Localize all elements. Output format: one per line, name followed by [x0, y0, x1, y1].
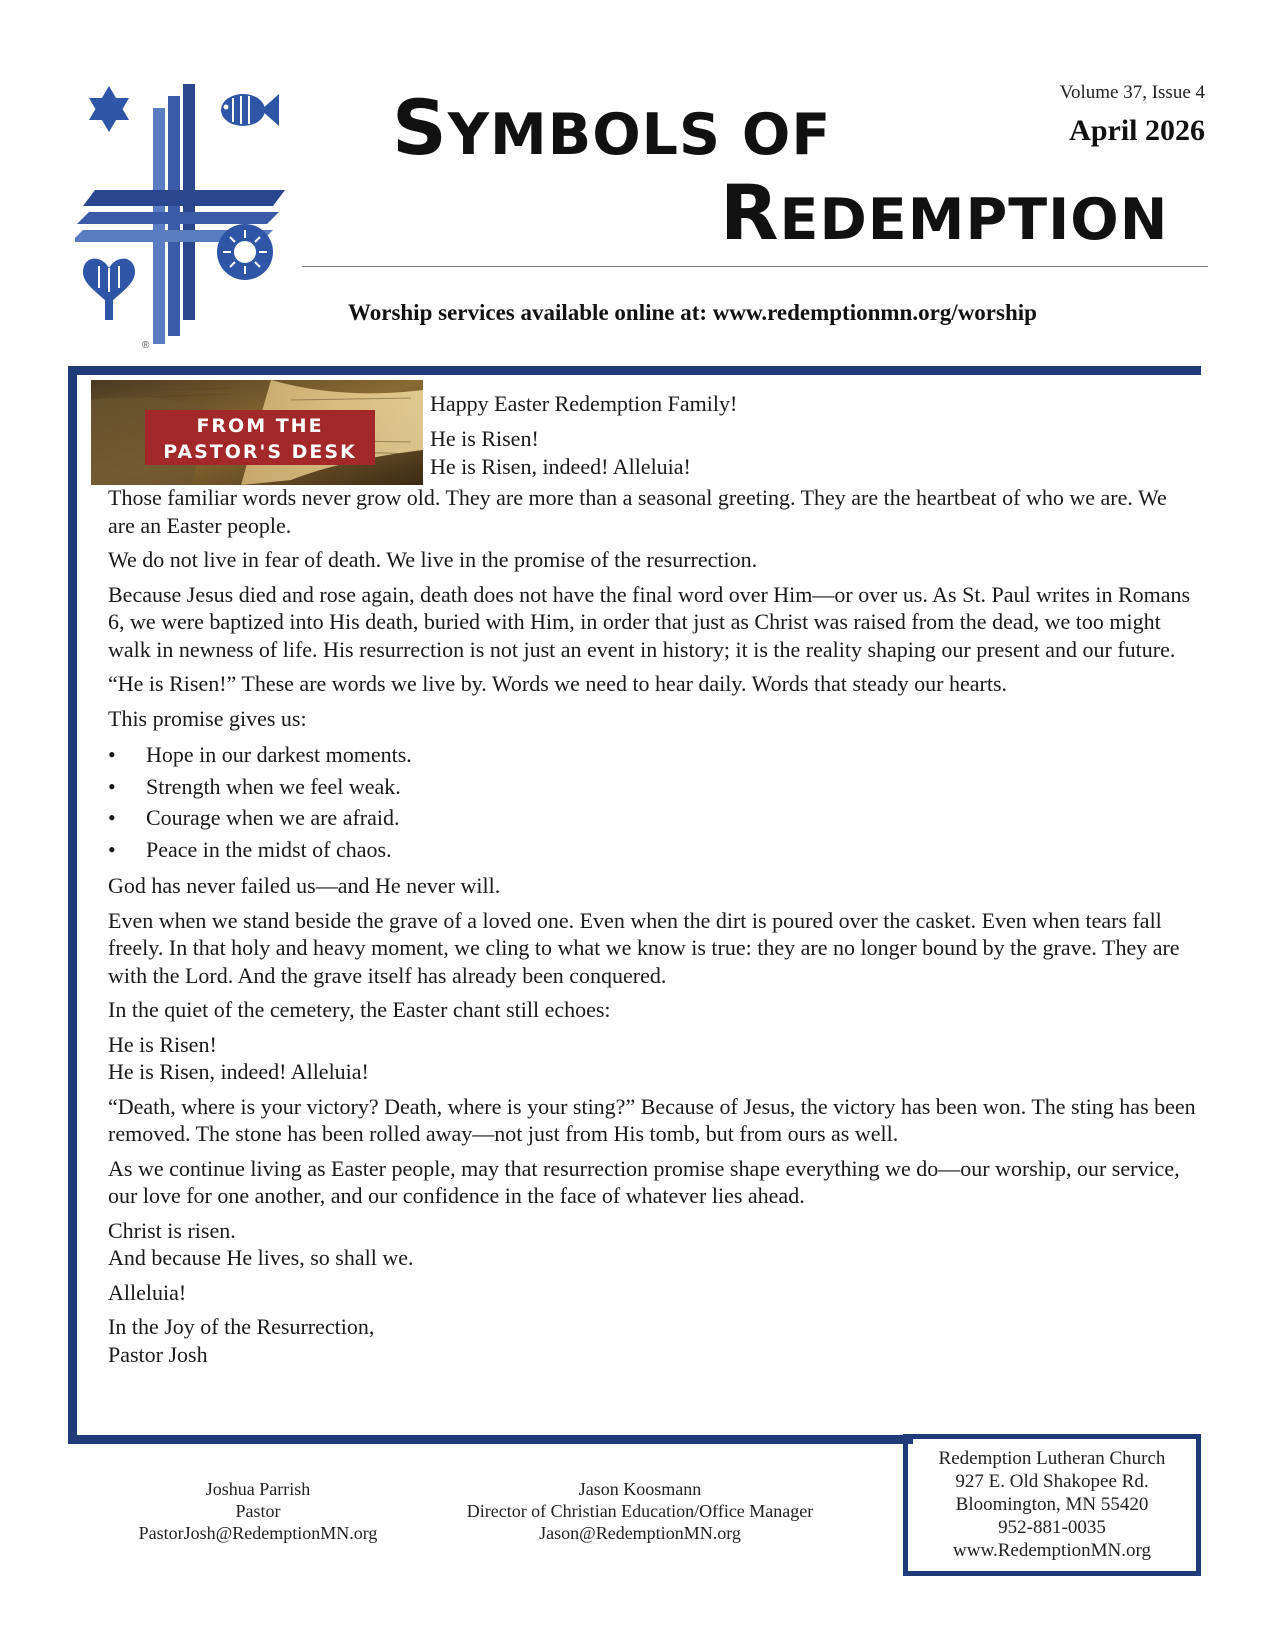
list-item: • Strength when we feel weak.: [108, 771, 1198, 803]
paragraph: He is Risen!: [108, 1031, 217, 1057]
worship-online-line: Worship services available online at: www.redemptionmn.org/worship: [348, 300, 1037, 325]
paragraph: “He is Risen!” These are words we live by. Words we need to hear daily. Words that steady our hearts.: [108, 671, 1008, 696]
registered-mark: ®: [142, 340, 150, 351]
letter-intro: [430, 390, 1190, 488]
church-logo: [75, 78, 295, 358]
paragraph: Even when we stand beside the grave of a loved one. Even when the dirt is poured over the casket. Even when tears fall freely. In that holy and heavy moment, we cling to what we know is true: they are no longer bound by the grave. They are with the Lord. And the grave itself has already been conquered.: [108, 907, 1180, 988]
staff-email: Jason@RedemptionMN.org: [539, 1523, 741, 1543]
star-of-david-icon: [89, 86, 129, 132]
paragraph: Christ is risen.: [108, 1217, 236, 1243]
newsletter-title-line2: REDEMPTION: [720, 168, 1169, 257]
church-address-box: [903, 1434, 1201, 1576]
signature: Pastor Josh: [108, 1341, 208, 1367]
newsletter-title-line1: SYMBOLS OF: [392, 83, 832, 172]
paragraph: As we continue living as Easter people, may that resurrection promise shape everything we do—our worship, our service, our love for one another, and our confidence in the face of whatever lies ahead.: [108, 1155, 1180, 1208]
frame-top-border: [75, 366, 1201, 375]
volume-issue: Volume 37, Issue 4: [1059, 82, 1205, 103]
church-website: www.RedemptionMN.org: [953, 1540, 1151, 1561]
risen-line1: He is Risen!: [430, 426, 539, 451]
banner-line2: PASTOR'S DESK: [163, 441, 357, 463]
risen-line2: He is Risen, indeed! Alleluia!: [430, 454, 691, 479]
staff-role: Pastor: [235, 1501, 281, 1521]
paragraph: Because Jesus died and rose again, death does not have the final word over Him—or over us. As St. Paul writes in Romans 6, we were baptized into His death, buried with Him, in order that just as Christ was raised from the dead, we too might walk in newness of life. His resurrection is not just an event in history; it is the reality shaping our present and our future.: [108, 581, 1191, 662]
church-street: 927 E. Old Shakopee Rd.: [955, 1471, 1149, 1492]
church-phone: 952-881-0035: [998, 1517, 1106, 1538]
header-divider: [302, 266, 1208, 267]
frame-bottom-border: [68, 1435, 913, 1444]
paragraph: God has never failed us—and He never will.: [108, 873, 501, 898]
paragraph: And because He lives, so shall we.: [108, 1245, 414, 1270]
staff-role: Director of Christian Education/Office Manager: [466, 1501, 814, 1521]
staff-name: Jason Koosmann: [578, 1479, 702, 1499]
paragraph: Those familiar words never grow old. They are more than a seasonal greeting. They are the heartbeat of who we are. We are an Easter people.: [108, 485, 1167, 538]
pastors-desk-label: [145, 410, 375, 465]
list-item: • Peace in the midst of chaos.: [108, 834, 1198, 866]
pastors-desk-banner: [91, 380, 423, 485]
paragraph: This promise gives us:: [108, 705, 307, 731]
paragraph: In the quiet of the cemetery, the Easter chant still echoes:: [108, 997, 611, 1022]
closing: In the Joy of the Resurrection,: [108, 1314, 375, 1339]
greeting: Happy Easter Redemption Family!: [430, 391, 738, 416]
list-item: • Courage when we are afraid.: [108, 802, 1198, 834]
staff-pastor: [128, 1478, 388, 1544]
staff-email: PastorJosh@RedemptionMN.org: [138, 1523, 378, 1543]
letter-body: [108, 484, 1198, 1375]
list-item: • Hope in our darkest moments.: [108, 739, 1198, 771]
church-city: Bloomington, MN 55420: [955, 1494, 1149, 1515]
sun-seal-icon: [217, 224, 273, 280]
fish-icon: [221, 94, 279, 126]
frame-left-border: [68, 366, 77, 1443]
paragraph: “Death, where is your victory? Death, where is your sting?” Because of Jesus, the victory has been won. The sting has been removed. The stone has been rolled away—not just from His tomb, but from ours as well.: [108, 1093, 1196, 1146]
staff-office-manager: [440, 1478, 840, 1544]
heart-tree-icon: [83, 259, 135, 320]
paragraph: Alleluia!: [108, 1279, 187, 1305]
issue-date: April 2026: [1069, 114, 1205, 147]
banner-line1: FROM THE: [196, 415, 324, 437]
paragraph: He is Risen, indeed! Alleluia!: [108, 1059, 369, 1084]
staff-name: Joshua Parrish: [205, 1479, 311, 1499]
promise-list: [108, 739, 1198, 865]
church-name: Redemption Lutheran Church: [938, 1448, 1166, 1469]
paragraph: We do not live in fear of death. We live in the promise of the resurrection.: [108, 547, 758, 572]
